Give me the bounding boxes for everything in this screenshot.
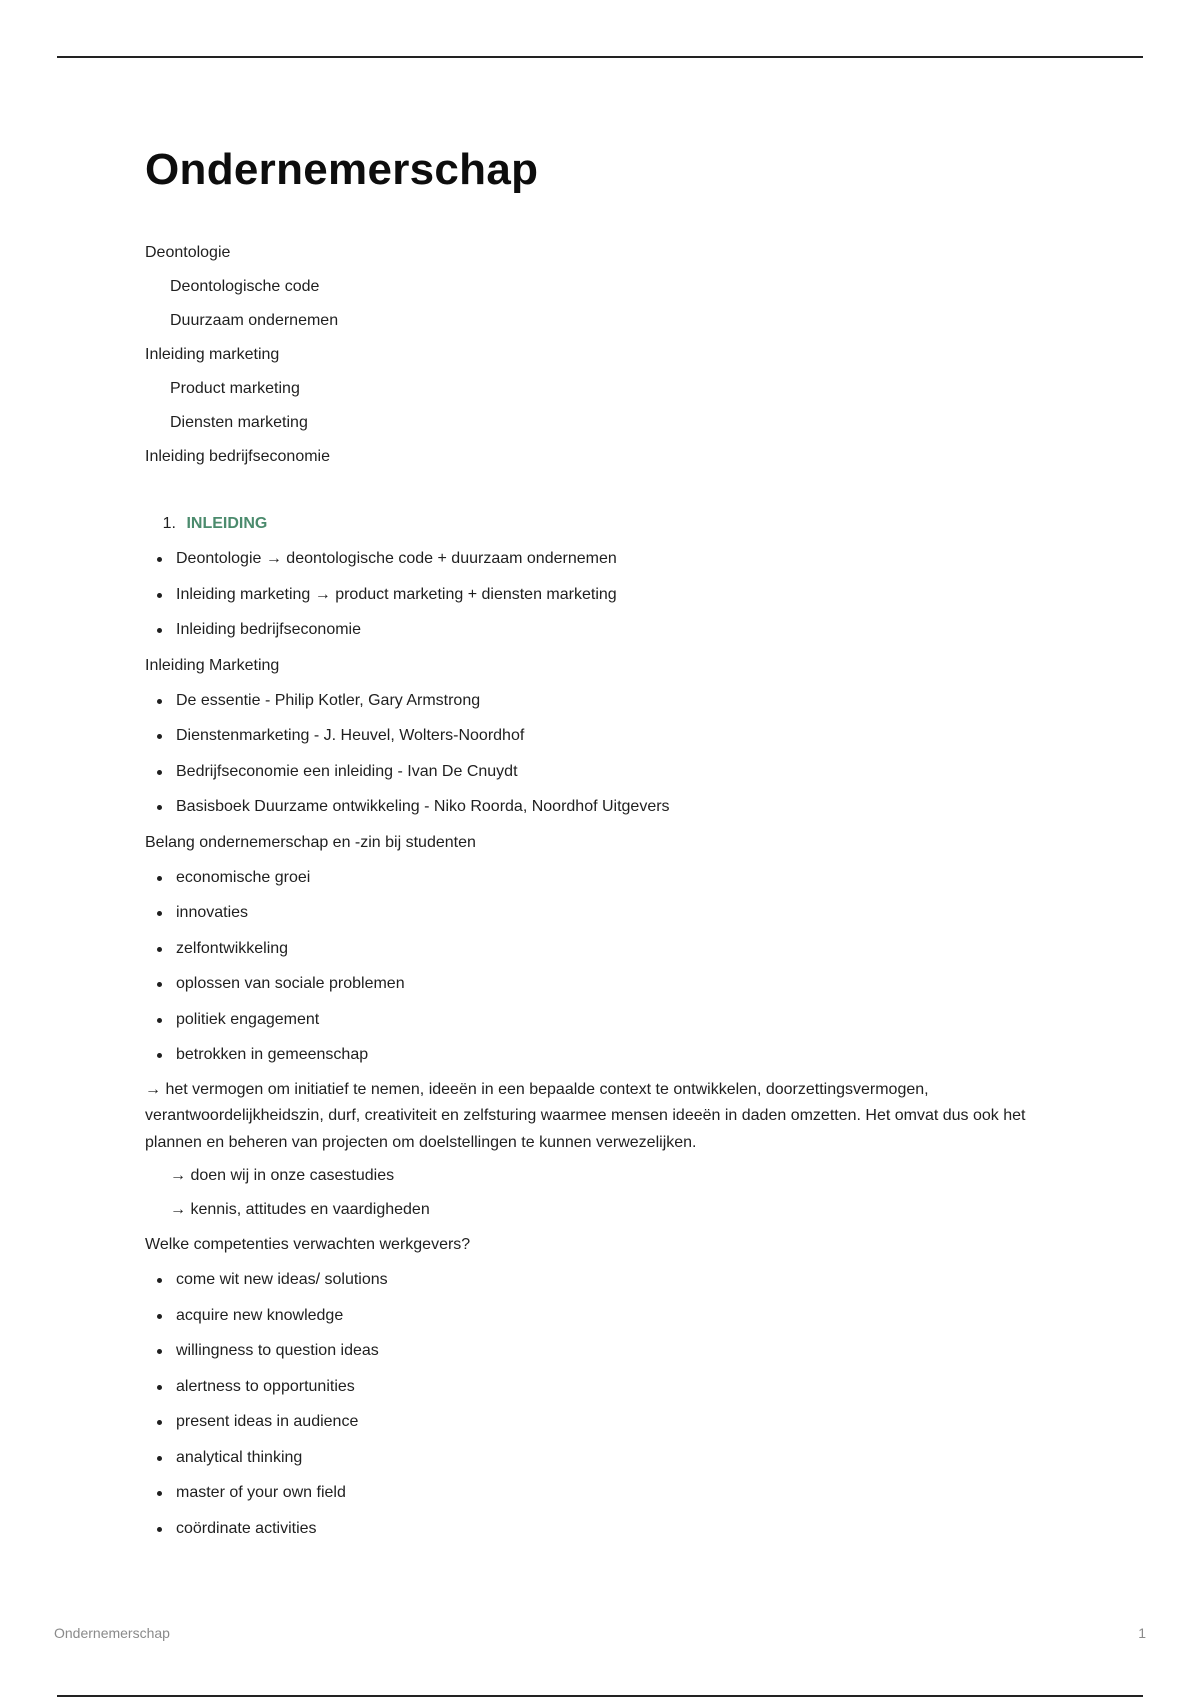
toc-item[interactable]: Inleiding marketing xyxy=(145,346,280,363)
note-line: → doen wij in onze casestudies xyxy=(170,1167,395,1184)
list-item: coördinate activities xyxy=(145,1511,1065,1547)
competencies-list xyxy=(145,1262,1065,1546)
section-number: 1. xyxy=(162,515,176,532)
list-item: Basisboek Duurzame ontwikkeling - Niko Roorda, Noordhof Uitgevers xyxy=(145,789,1065,825)
footer-page-number: 1 xyxy=(1138,1625,1146,1641)
list-item: politiek engagement xyxy=(145,1002,1065,1038)
list-item: zelfontwikkeling xyxy=(145,931,1065,967)
toc-item[interactable]: Inleiding bedrijfseconomie xyxy=(145,448,330,465)
list-item: innovaties xyxy=(145,895,1065,931)
top-rule xyxy=(57,56,1143,58)
bottom-rule xyxy=(57,1695,1143,1697)
list-item: present ideas in audience xyxy=(145,1404,1065,1440)
toc-item[interactable]: Deontologische code xyxy=(170,278,320,295)
list-item: Dienstenmarketing - J. Heuvel, Wolters-Noordhof xyxy=(145,718,1065,754)
list-item: Inleiding marketing → product marketing + diensten marketing xyxy=(145,577,1065,613)
toc-item[interactable]: Deontologie xyxy=(145,244,231,261)
list-item: master of your own field xyxy=(145,1475,1065,1511)
list-item: Inleiding bedrijfseconomie xyxy=(145,612,1065,648)
list-item: willingness to question ideas xyxy=(145,1333,1065,1369)
document-body xyxy=(145,138,1065,1546)
list-item: betrokken in gemeenschap xyxy=(145,1037,1065,1073)
competencies-heading: Welke competenties verwachten werkgevers? xyxy=(145,1236,471,1253)
section-heading xyxy=(145,507,1065,541)
page-title: Ondernemerschap xyxy=(145,145,539,194)
importance-heading: Belang ondernemerschap en -zin bij studenten xyxy=(145,833,476,851)
section-title: INLEIDING xyxy=(186,515,268,532)
footer-doc-name: Ondernemerschap xyxy=(54,1625,170,1641)
note-line: → kennis, attitudes en vaardigheden xyxy=(170,1201,430,1218)
intro-list xyxy=(145,541,1065,648)
books-list xyxy=(145,683,1065,825)
list-item: come wit new ideas/ solutions xyxy=(145,1262,1065,1298)
marketing-heading: Inleiding Marketing xyxy=(145,656,280,674)
table-of-contents xyxy=(145,236,1065,474)
toc-item[interactable]: Diensten marketing xyxy=(170,414,308,431)
importance-list xyxy=(145,860,1065,1073)
list-item: De essentie - Philip Kotler, Gary Armstrong xyxy=(145,683,1065,719)
list-item: oplossen van sociale problemen xyxy=(145,966,1065,1002)
toc-item[interactable]: Duurzaam ondernemen xyxy=(170,312,339,329)
list-item: Bedrijfseconomie een inleiding - Ivan De Cnuydt xyxy=(145,754,1065,790)
toc-item[interactable]: Product marketing xyxy=(170,380,300,397)
list-item: analytical thinking xyxy=(145,1440,1065,1476)
definition-paragraph: → het vermogen om initiatief te nemen, ideeën in een bepaalde context te ontwikkelen, doorzettingsvermogen, verantwoordelijkheidszin, durf, creativiteit en zelfsturing waarmee mensen ideeën in daden omzetten. Het omvat dus ook het plannen en beheren van projecten om doelstellingen te kunnen verwezelijken. xyxy=(145,1080,1026,1151)
list-item: acquire new knowledge xyxy=(145,1298,1065,1334)
list-item: economische groei xyxy=(145,860,1065,896)
list-item: alertness to opportunities xyxy=(145,1369,1065,1405)
list-item: Deontologie → deontologische code + duurzaam ondernemen xyxy=(145,541,1065,577)
